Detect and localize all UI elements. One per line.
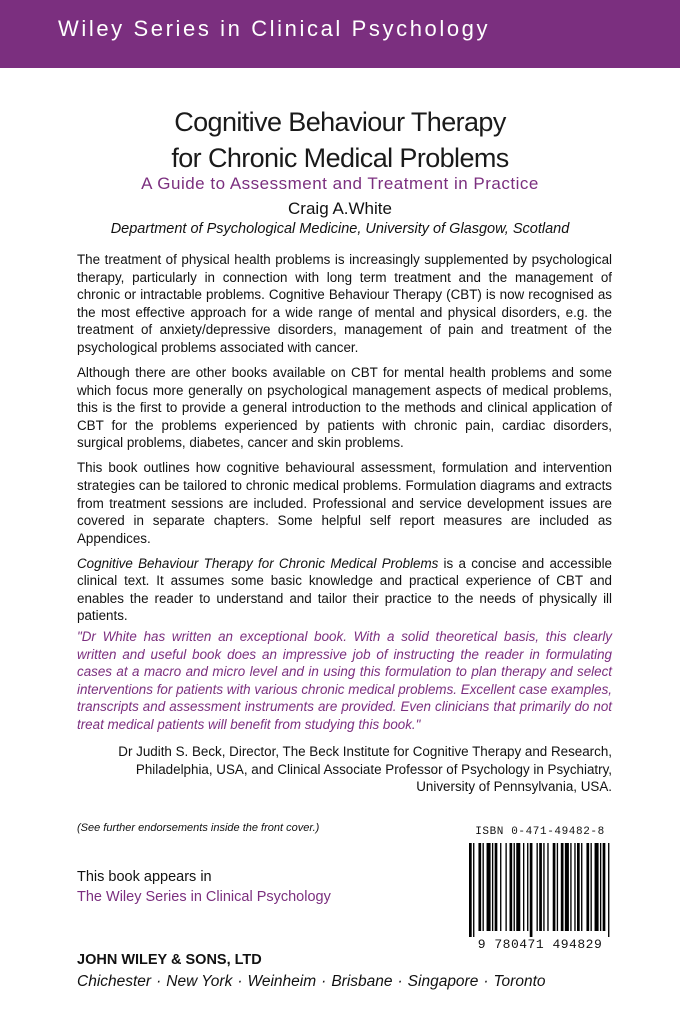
publisher-city: Singapore	[407, 973, 479, 990]
barcode	[467, 826, 613, 956]
attribution-line: Philadelphia, USA, and Clinical Associate Professor of Psychology in Psychiatry,	[135, 761, 612, 777]
city-separator: ·	[321, 973, 327, 990]
see-further-note: (See further endorsements inside the front cover.)	[77, 822, 320, 834]
series-banner-title: Wiley Series in Clinical Psychology	[58, 16, 491, 41]
series-note-name: The Wiley Series in Clinical Psychology	[77, 889, 331, 905]
description-paragraph-1: The treatment of physical health problems is increasingly supplemented by psychological therapy, particularly in connection with long term treatment and the management of chronic or intractable problems. Cognitive Behaviour Therapy (CBT) is now recognised as the most effective approach for a wide range of mental and physical disorders, e.g. the treatment of anxiety/depressive disorders, management of pain and treatment of the psychological problems associated with cancer.	[77, 252, 612, 355]
city-separator: ·	[483, 973, 489, 990]
publisher-city: Toronto	[493, 973, 546, 990]
endorsement-quote: "Dr White has written an exceptional book. With a solid theoretical basis, this clearly written and useful book does an impressive job of instructing the reader in formulating cases at a macro and micro level and in using this formulation to plan therapy and select interventions for patients with various chronic medical problems. Excellent case examples, transcripts and assessment instruments are provided. Even clinicians that primarily do not treat medical patients will benefit from studying this book."	[77, 629, 612, 732]
series-note-intro: This book appears in	[77, 869, 212, 885]
endorsement-attribution	[72, 743, 612, 796]
barcode-bars-icon	[467, 843, 613, 937]
attribution-line: Dr Judith S. Beck, Director, The Beck Institute for Cognitive Therapy and Research,	[118, 744, 612, 759]
description-paragraph-4-text: is a concise and accessible clinical text. It assumes some basic knowledge and practical experience of CBT and enables the reader to understand and tailor their practice to the needs of physically ill patients.	[77, 555, 612, 624]
publisher-name: JOHN WILEY & SONS, LTD	[77, 952, 262, 968]
publisher-city: Brisbane	[331, 973, 393, 990]
isbn-label: ISBN 0-471-49482-8	[475, 826, 605, 838]
city-separator: ·	[397, 973, 403, 990]
book-title-line-1: Cognitive Behaviour Therapy	[174, 107, 506, 137]
description-book-title: Cognitive Behaviour Therapy for Chronic Medical Problems	[77, 555, 439, 571]
publisher-cities	[77, 973, 546, 991]
barcode-digits: 9 780471 494829	[477, 937, 603, 952]
publisher-city: Weinheim	[247, 973, 317, 990]
description-paragraph-2: Although there are other books available on CBT for mental health problems and some which focus more generally on psychological management aspects of medical problems, this is the first to provide a general introduction to the methods and clinical application of CBT for the problems experienced by patients with chronic pain, cardiac disorders, surgical problems, diabetes, cancer and skin problems.	[77, 364, 612, 451]
city-separator: ·	[156, 973, 162, 990]
author-affiliation: Department of Psychological Medicine, University of Glasgow, Scotland	[110, 221, 570, 237]
attribution-line: University of Pennsylvania, USA.	[416, 779, 612, 795]
book-description	[77, 251, 612, 632]
series-note	[77, 867, 331, 907]
publisher-city: Chichester	[77, 973, 152, 990]
book-subtitle: A Guide to Assessment and Treatment in Practice	[141, 174, 539, 193]
publisher-city: New York	[166, 973, 233, 990]
series-banner	[0, 0, 680, 68]
city-separator: ·	[237, 973, 243, 990]
description-paragraph-4	[77, 555, 612, 625]
description-paragraph-3: This book outlines how cognitive behavioural assessment, formulation and intervention strategies can be tailored to chronic medical problems. Formulation diagrams and extracts from treatment sessions are included. Professional and service development issues are covered in separate chapters. Some helpful self report measures are included as Appendices.	[77, 460, 612, 546]
book-title-line-2: for Chronic Medical Problems	[171, 143, 509, 173]
author-name: Craig A.White	[288, 199, 392, 218]
